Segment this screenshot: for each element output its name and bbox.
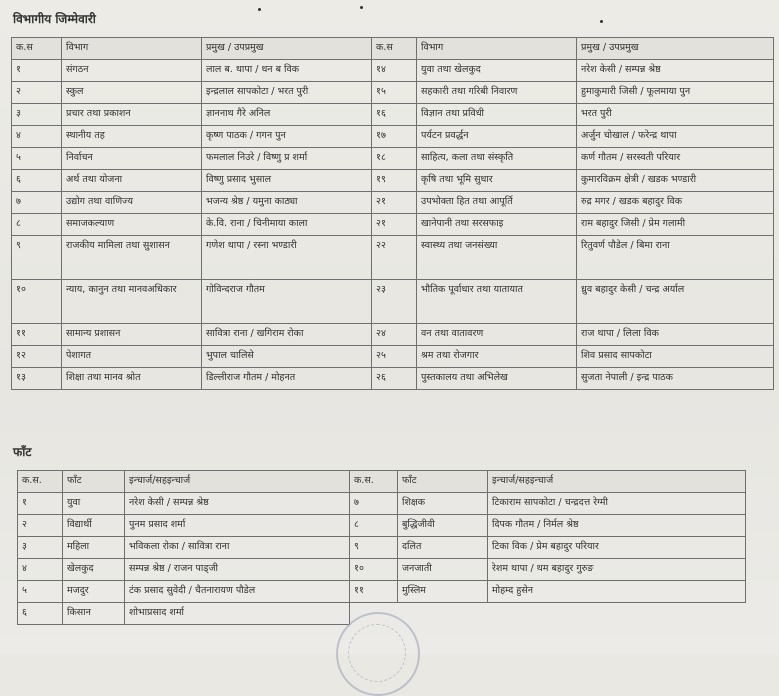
front-cell: दलित [398,537,488,559]
front-cell: किसान [63,603,125,625]
header-head: प्रमुख / उपप्रमुख [577,38,774,60]
department-cell: संगठन [62,60,202,82]
table-row [12,280,774,324]
department-cell: पेशागत [62,346,202,368]
department-cell: खानेपानी तथा सरसफाइ [417,214,577,236]
department-cell: श्रम तथा रोजगार [417,346,577,368]
table-row [12,236,774,280]
serial-cell: १३ [12,368,62,390]
department-cell: भौतिक पूर्वाधार तथा यातायात [417,280,577,324]
table-row [18,493,746,515]
serial-cell: २१ [372,214,417,236]
serial-cell: १९ [372,170,417,192]
serial-cell: ६ [12,170,62,192]
front-cell: महिला [63,537,125,559]
head-cell: सावित्रा राना / खगिराम रोका [202,324,372,346]
table-row [12,104,774,126]
head-cell: के.वि. राना / चिनीमाया काला [202,214,372,236]
table-row [12,324,774,346]
head-cell: ध्रुव बहादुर केसी / चन्द्र अर्याल [577,280,774,324]
incharge-cell: मोहम्द हुसेन [488,581,746,603]
incharge-cell: टिकाराम सापकोटा / चन्द्रदत्त रेग्मी [488,493,746,515]
department-cell: स्वास्थ्य तथा जनसंख्या [417,236,577,280]
serial-cell: १० [12,280,62,324]
incharge-cell: टिका विक / प्रेम बहादुर परियार [488,537,746,559]
serial-cell: २२ [372,236,417,280]
serial-cell: १ [18,493,63,515]
incharge-cell: भविकला रोका / सावित्रा राना [125,537,350,559]
front-cell: बुद्धिजीवी [398,515,488,537]
head-cell: भुपाल चालिसे [202,346,372,368]
serial-cell: ३ [18,537,63,559]
serial-cell: २ [12,82,62,104]
head-cell: कृष्ण पाठक / गगन पुन [202,126,372,148]
front-cell: मजदुर [63,581,125,603]
table-row [18,581,746,603]
head-cell: गोविन्दराज गौतम [202,280,372,324]
serial-cell: १५ [372,82,417,104]
incharge-cell: शोभाप्रसाद शर्मा [125,603,350,625]
department-cell: उपभोक्ता हित तथा आपूर्ति [417,192,577,214]
serial-cell: २३ [372,280,417,324]
table-row [12,126,774,148]
serial-cell: ३ [12,104,62,126]
serial-cell: १ [12,60,62,82]
table-header-row [18,471,746,493]
header-serial: क.स [372,38,417,60]
serial-cell: ९ [12,236,62,280]
department-cell: कृषि तथा भूमि सुधार [417,170,577,192]
serial-cell: ५ [18,581,63,603]
incharge-cell: पुनम प्रसाद शर्मा [125,515,350,537]
head-cell: रितुवर्ण पौडेल / बिमा राना [577,236,774,280]
header-incharge: इन्चार्ज/सहइन्चार्ज [488,471,746,493]
serial-cell: २६ [372,368,417,390]
department-cell: वन तथा वातावरण [417,324,577,346]
department-cell: स्थानीय तह [62,126,202,148]
department-cell: पर्यटन प्रवर्द्धन [417,126,577,148]
head-cell: हुमाकुमारी जिसी / फूलमाया पुन [577,82,774,104]
head-cell: रुद्र मगर / खडक बहादुर विक [577,192,774,214]
head-cell: विष्णु प्रसाद भुसाल [202,170,372,192]
table-row [12,346,774,368]
serial-cell: ७ [12,192,62,214]
table-row [18,537,746,559]
serial-cell: ११ [12,324,62,346]
department-cell: सामान्य प्रशासन [62,324,202,346]
header-head: प्रमुख / उपप्रमुख [202,38,372,60]
serial-cell: १७ [372,126,417,148]
front-cell: युवा [63,493,125,515]
table-row [12,368,774,390]
serial-cell: २१ [372,192,417,214]
table-row [12,60,774,82]
department-cell: पुस्तकालय तथा अभिलेख [417,368,577,390]
ink-speck [360,6,363,9]
head-cell: भरत पुरी [577,104,774,126]
ink-speck [258,8,261,11]
head-cell: राम बहादुर जिसी / प्रेम गलामी [577,214,774,236]
department-cell: प्रचार तथा प्रकाशन [62,104,202,126]
serial-cell: ९ [350,537,398,559]
head-cell: ज्ञाननाथ गैरे अनिल [202,104,372,126]
serial-cell: ६ [18,603,63,625]
table-row [18,515,746,537]
departments-table [11,37,774,390]
department-cell: निर्वाचन [62,148,202,170]
incharge-cell: दिपक गौतम / निर्मल श्रेष्ठ [488,515,746,537]
stamp-seal [336,612,420,696]
ink-speck [600,20,603,23]
fronts-heading: फाँट [13,445,32,459]
serial-cell: २५ [372,346,417,368]
head-cell: इन्द्रलाल सापकोटा / भरत पुरी [202,82,372,104]
department-cell: न्याय, कानुन तथा मानवअधिकार [62,280,202,324]
department-cell: साहित्य, कला तथा संस्कृति [417,148,577,170]
serial-cell: १८ [372,148,417,170]
front-cell [398,603,488,625]
serial-cell: ८ [12,214,62,236]
header-serial: क.स. [18,471,63,493]
incharge-cell [488,603,746,625]
head-cell: राज थापा / लिला विक [577,324,774,346]
front-cell: जनजाती [398,559,488,581]
serial-cell: ४ [18,559,63,581]
serial-cell: ७ [350,493,398,515]
head-cell: डिल्लीराज गौतम / मोहनत [202,368,372,390]
table-header-row [12,38,774,60]
departments-heading: विभागीय जिम्मेवारी [13,12,96,26]
serial-cell: ५ [12,148,62,170]
department-cell: सहकारी तथा गरिबी निवारण [417,82,577,104]
serial-cell: ४ [12,126,62,148]
head-cell: लाल ब. थापा / धन ब विक [202,60,372,82]
head-cell: नरेश केसी / सम्पन्न श्रेष्ठ [577,60,774,82]
department-cell: राजकीय मामिला तथा सुशासन [62,236,202,280]
serial-cell: ११ [350,581,398,603]
header-front: फाँट [398,471,488,493]
front-cell: विद्यार्थी [63,515,125,537]
serial-cell: १० [350,559,398,581]
front-cell: मुस्लिम [398,581,488,603]
front-cell: खेलकुद [63,559,125,581]
head-cell: कुमारविक्रम क्षेत्री / खडक भण्डारी [577,170,774,192]
department-cell: युवा तथा खेलकुद [417,60,577,82]
table-row [12,82,774,104]
incharge-cell: रेशम थापा / थम बहादुर गुरुङ [488,559,746,581]
department-cell: समाजकल्याण [62,214,202,236]
head-cell: कर्ण गौतम / सरस्वती परियार [577,148,774,170]
stamp-inner-ring [348,624,406,682]
serial-cell: १६ [372,104,417,126]
serial-cell: १२ [12,346,62,368]
head-cell: फमलाल निउरे / विष्णु प्र शर्मा [202,148,372,170]
header-serial: क.स. [350,471,398,493]
head-cell: गणेश थापा / रस्ना भण्डारी [202,236,372,280]
department-cell: अर्थ तथा योजना [62,170,202,192]
header-department: विभाग [417,38,577,60]
serial-cell: १४ [372,60,417,82]
incharge-cell: टंक प्रसाद सुवेदी / चैतनारायण पौडेल [125,581,350,603]
table-row [12,170,774,192]
department-cell: स्कुल [62,82,202,104]
table-row [12,214,774,236]
front-cell: शिक्षक [398,493,488,515]
head-cell: सुजता नेपाली / इन्द्र पाठक [577,368,774,390]
department-cell: उद्योग तथा वाणिज्य [62,192,202,214]
fronts-table [17,470,746,625]
table-row [12,148,774,170]
head-cell: भजन्य श्रेष्ठ / यमुना काठ्या [202,192,372,214]
header-serial: क.स [12,38,62,60]
department-cell: शिक्षा तथा मानव श्रोत [62,368,202,390]
serial-cell: २४ [372,324,417,346]
header-department: विभाग [62,38,202,60]
head-cell: अर्जुन चोखाल / फरेन्द्र थापा [577,126,774,148]
department-cell: विज्ञान तथा प्रविधी [417,104,577,126]
table-row [12,192,774,214]
table-row [18,559,746,581]
incharge-cell: नरेश केसी / सम्पन्न श्रेष्ठ [125,493,350,515]
incharge-cell: सम्पन्न श्रेष्ठ / राजन पाड्जी [125,559,350,581]
head-cell: शिव प्रसाद सापकोटा [577,346,774,368]
serial-cell: २ [18,515,63,537]
header-incharge: इन्चार्ज/सहइन्चार्ज [125,471,350,493]
header-front: फाँट [63,471,125,493]
serial-cell: ८ [350,515,398,537]
